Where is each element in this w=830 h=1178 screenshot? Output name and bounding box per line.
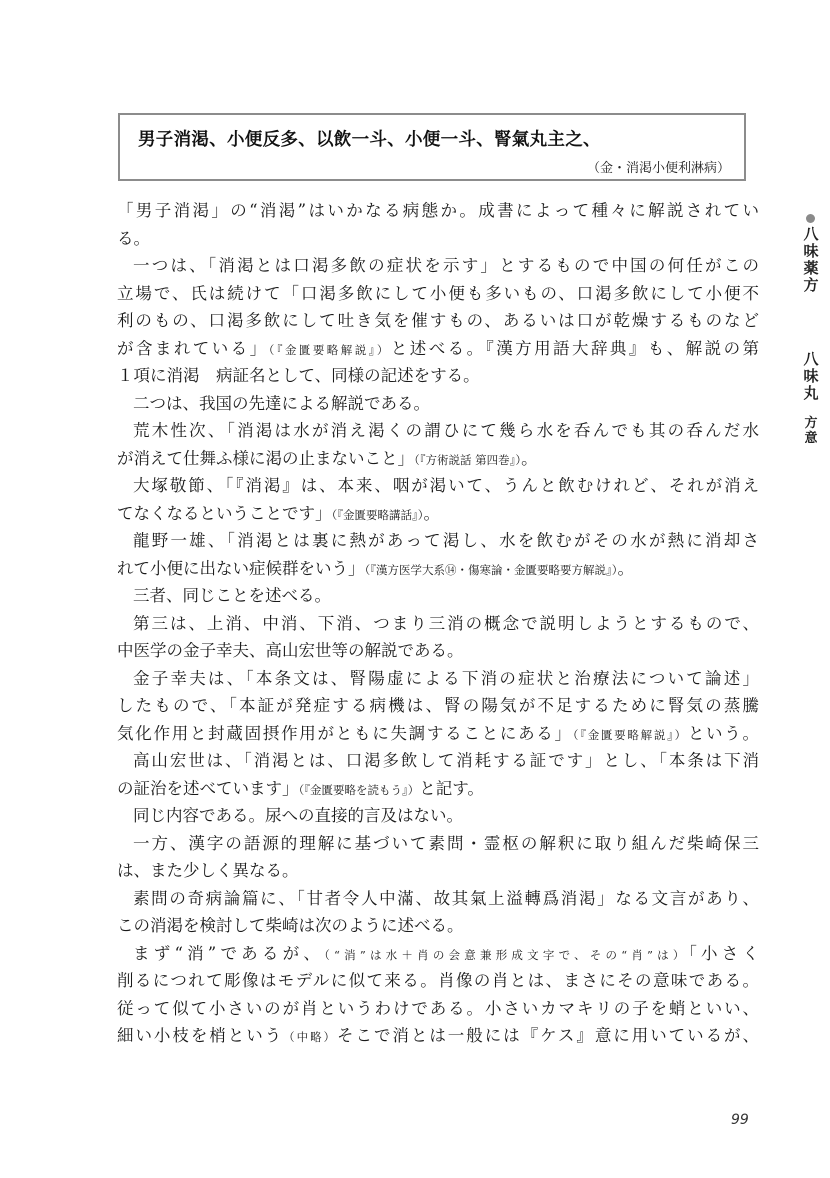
text-line: [117, 1022, 759, 1050]
text-line: [117, 225, 759, 253]
text-segment: 「小さく: [688, 943, 759, 963]
text-segment: る。: [117, 228, 150, 248]
text-segment: そこで消とは一般には『ケス』意に用いているが、: [337, 1026, 760, 1045]
text-segment: 。: [423, 503, 440, 523]
quote-box: [118, 113, 746, 181]
citation: （中略）: [283, 1030, 338, 1044]
text-line: [117, 527, 759, 555]
text-line: [117, 802, 759, 830]
text-segment: は、また少しく異なる。: [117, 861, 299, 880]
text-segment: 一つは、「消渇とは口渇多飲の症状を示す」とするもので中国の何任がこの: [133, 256, 759, 275]
text-line: [117, 912, 759, 940]
text-segment: 細い小枝を梢という: [117, 1026, 284, 1045]
text-line: [117, 252, 759, 280]
text-segment: が消えて仕舞ふ様に渇の止まないこと」: [117, 448, 414, 468]
side-tab-label: 方意: [804, 416, 818, 446]
text-segment: 中医学の金子幸夫、高山宏世等の解説である。: [117, 641, 464, 660]
bullet-dot-icon: [806, 214, 815, 223]
text-segment: 荒木性次、「消渇は水が消え渇くの謂ひにて幾ら水を呑んでも其の呑んだ水: [133, 421, 760, 440]
text-line: [117, 775, 759, 803]
text-segment: 高山宏世は、「消渇とは、口渇多飲して消耗する証です」とし、「本条は下消: [133, 751, 759, 770]
citation: （『金匱要略解説』）: [572, 727, 688, 742]
text-line: [117, 582, 759, 610]
text-line: [117, 995, 759, 1023]
text-line: [117, 362, 759, 390]
citation: （『金匱要略講話』）: [331, 507, 424, 522]
text-segment: 一方、漢字の語源的理解に基づいて素問・霊枢の解釈に取り組んだ柴崎保三: [133, 833, 759, 853]
text-segment: 。: [617, 558, 634, 578]
text-segment: 金子幸夫は、「本条文は、腎陽虚による下消の症状と治療法について論述」: [133, 668, 759, 688]
text-segment: と記す。: [419, 778, 484, 798]
text-line: [117, 390, 759, 418]
text-segment: 第三は、上消、中消、下消、つまり三消の概念で説明しようとするもので、: [133, 613, 759, 633]
text-segment: まず“消”であるが、: [133, 943, 325, 963]
text-segment: 「男子消渇」の“消渇”はいかなる病態か。成書によって種々に解説されてい: [117, 201, 759, 220]
text-segment: 削るにつれて彫像はモデルに似て来る。肖像の肖とは、まさにその意味である。: [117, 971, 759, 990]
citation: （『方術説話 第四巻』）: [414, 452, 522, 467]
side-tab-subsection: 八味丸: [803, 350, 819, 402]
text-segment: 龍野一雄、「消渇とは裏に熱があって渇し、水を飲むがその水が熱に消却さ: [133, 531, 759, 550]
text-line: [117, 940, 759, 968]
text-segment: したもので、「本証が発症する病機は、腎の陽気が不足するために腎気の蒸騰: [117, 696, 759, 715]
text-segment: 立場で、氏は続けて「口渇多飲にして小便も多いもの、口渇多飲にして小便不: [117, 283, 759, 303]
text-segment: れて小便に出ない症候群をいう」: [117, 558, 365, 578]
text-line: [117, 967, 759, 995]
text-line: [117, 830, 759, 858]
text-segment: １項に消渇 病証名として、同様の記述をする。: [117, 366, 480, 385]
citation: （『金匱要略を読もう』）: [298, 782, 420, 797]
text-line: [117, 692, 759, 720]
citation: （“消”は水＋肖の会意兼形成文字で、その“肖”は）: [324, 947, 689, 962]
text-line: [117, 445, 759, 473]
citation: （『金匱要略解説』）: [268, 342, 391, 357]
text-line: [117, 417, 759, 445]
quote-source: （金・消渇小便利淋病）: [586, 161, 730, 176]
text-line: [117, 665, 759, 693]
text-line: [117, 280, 759, 308]
text-segment: と述べる。『漢方用語大辞典』も、解説の第: [390, 338, 760, 358]
page-number: 99: [731, 1112, 749, 1128]
side-tab-section: 八味薬方: [803, 225, 819, 294]
text-segment: 同じ内容である。尿への直接的言及はない。: [133, 806, 463, 825]
text-line: [117, 472, 759, 500]
text-line: [117, 555, 759, 583]
text-segment: の証治を述べています」: [117, 778, 299, 798]
text-line: [117, 857, 759, 885]
text-segment: 三者、同じことを述べる。: [133, 586, 331, 605]
body-text: [117, 197, 759, 1050]
text-segment: 利のもの、口渇多飲にして吐き気を催すもの、あるいは口が乾燥するものなど: [117, 311, 759, 330]
text-line: [117, 637, 759, 665]
text-line: [117, 335, 759, 363]
text-line: [117, 307, 759, 335]
text-line: [117, 747, 759, 775]
side-tab: [803, 214, 819, 446]
text-line: [117, 885, 759, 913]
text-segment: が含まれている」: [117, 338, 269, 358]
text-segment: てなくなるということです」: [117, 503, 332, 523]
text-line: [117, 500, 759, 528]
text-segment: という。: [687, 723, 760, 743]
text-segment: この消渇を検討して柴崎は次のように述べる。: [117, 916, 464, 935]
text-line: [117, 610, 759, 638]
text-segment: 気化作用と封蔵固摂作用がともに失調することにある」: [117, 723, 573, 743]
quote-text: 男子消渇、小便反多、以飲一斗、小便一斗、腎氣丸主之、: [138, 130, 601, 150]
text-line: [117, 720, 759, 748]
text-segment: 大塚敬節、「『消渇』は、本来、咽が渇いて、うんと飲むけれど、それが消え: [133, 476, 759, 495]
citation: （『漢方医学大系⑭・傷寒論・金匱要略要方解説』）: [364, 562, 618, 577]
text-segment: 素問の奇病論篇に、「甘者令人中滿、故其氣上溢轉爲消渇」なる文言があり、: [133, 888, 760, 908]
text-line: [117, 197, 759, 225]
text-segment: 従って似て小さいのが肖というわけである。小さいカマキリの子を蛸といい、: [117, 998, 759, 1018]
text-segment: 二つは、我国の先達による解説である。: [133, 393, 430, 413]
text-segment: 。: [521, 448, 538, 468]
